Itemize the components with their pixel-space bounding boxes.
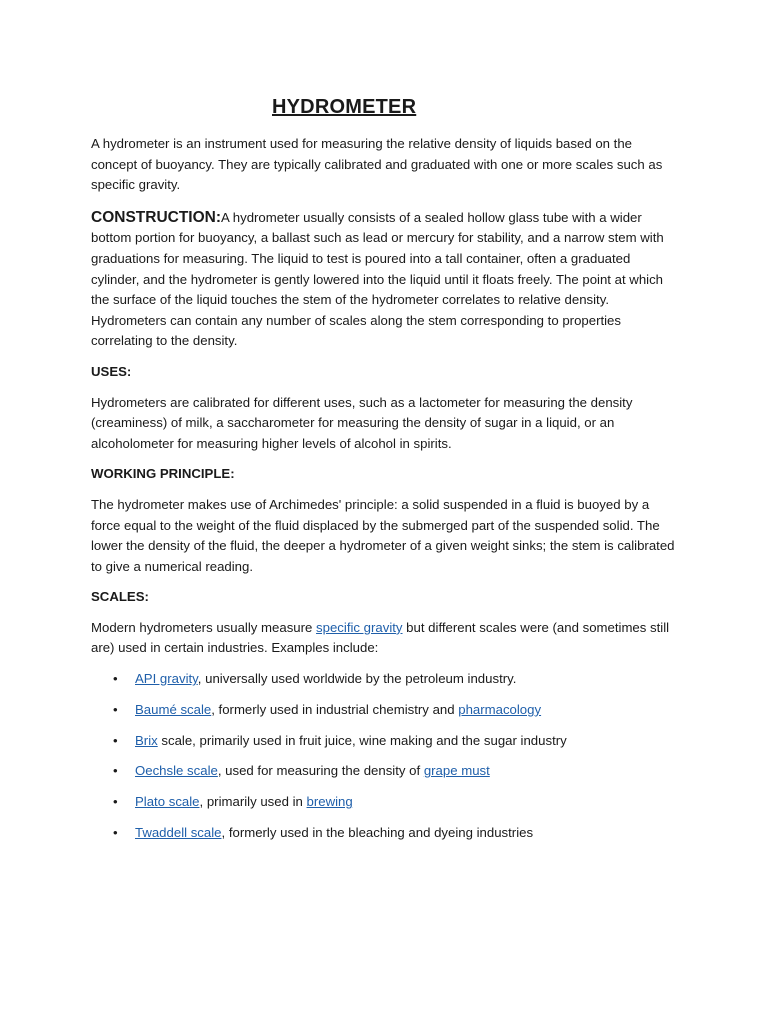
scales-intro-paragraph	[91, 618, 681, 659]
scales-intro-before: Modern hydrometers usually measure	[91, 619, 317, 635]
intro-paragraph: A hydrometer is an instrument used for measuring the relative density of liquids based on the concept of buoyancy. They are typically calibrated and graduated with one or more scales such as specific gravity.	[91, 136, 663, 193]
plato-scale-link[interactable]: Plato scale	[135, 794, 200, 810]
working-principle-heading: WORKING PRINCIPLE:	[91, 466, 235, 482]
list-item-text: , universally used worldwide by the petroleum industry.	[197, 671, 517, 687]
list-item-text: scale, primarily used in fruit juice, wine making and the sugar industry	[157, 732, 567, 748]
list-item-oechsle-scale	[91, 761, 681, 782]
construction-paragraph	[91, 208, 681, 352]
document-body	[91, 134, 681, 854]
scales-heading: SCALES:	[91, 589, 149, 605]
bullet-icon: •	[113, 794, 118, 810]
specific-gravity-link[interactable]: specific gravity	[316, 619, 403, 635]
list-item-baume-scale	[91, 700, 681, 721]
list-item-text: , formerly used in the bleaching and dyeing industries	[221, 824, 534, 840]
uses-heading: USES:	[91, 363, 132, 379]
construction-heading: CONSTRUCTION:	[91, 208, 222, 226]
brewing-link[interactable]: brewing	[306, 794, 353, 810]
list-item-text: , primarily used in	[199, 794, 307, 810]
list-item-text: , used for measuring the density of	[217, 763, 424, 779]
bullet-icon: •	[113, 763, 118, 779]
brix-link[interactable]: Brix	[135, 732, 158, 748]
oechsle-scale-link[interactable]: Oechsle scale	[135, 763, 218, 779]
bullet-icon: •	[113, 732, 118, 748]
pharmacology-link[interactable]: pharmacology	[458, 701, 542, 717]
bullet-icon: •	[113, 824, 118, 840]
bullet-icon: •	[113, 701, 118, 717]
uses-paragraph: Hydrometers are calibrated for different uses, such as a lactometer for measuring the density (creaminess) of milk, a saccharometer for measuring the density of sugar in a liquid, or an alcoholometer for measuring higher levels of alcohol in spirits.	[91, 394, 633, 451]
construction-body: A hydrometer usually consists of a sealed hollow glass tube with a wider bottom portion for buoyancy, a ballast such as lead or mercury for stability, and a narrow stem with graduations for measuring. The liquid to test is poured into a tall container, often a graduated cylinder, and the hydrometer is gently lowered into the liquid until it floats freely. The point at which the surface of the liquid touches the stem of the hydrometer correlates to relative density. Hydrometers can contain any number of scales along the stem corresponding to properties correlating to the density.	[91, 209, 664, 349]
scales-intro-after: but different scales were (and sometimes still are) used in certain industries. Examples include:	[91, 619, 670, 656]
api-gravity-link[interactable]: API gravity	[135, 671, 198, 687]
list-item-twaddell-scale	[91, 823, 681, 844]
twaddell-scale-link[interactable]: Twaddell scale	[135, 824, 222, 840]
scales-list	[91, 669, 681, 844]
bullet-icon: •	[113, 671, 118, 687]
list-item-brix	[91, 731, 681, 752]
page-title: HYDROMETER	[272, 96, 417, 118]
working-principle-paragraph: The hydrometer makes use of Archimedes' principle: a solid suspended in a fluid is buoyed by a force equal to the weight of the fluid displaced by the submerged part of the suspended solid. The lower the density of the fluid, the deeper a hydrometer of a given weight sinks; the stem is calibrated to give a numerical reading.	[91, 496, 675, 574]
list-item-plato-scale	[91, 792, 681, 813]
list-item-api-gravity	[91, 669, 681, 690]
baume-scale-link[interactable]: Baumé scale	[135, 701, 212, 717]
list-item-text: , formerly used in industrial chemistry and	[211, 701, 459, 717]
grape-must-link[interactable]: grape must	[423, 763, 490, 779]
